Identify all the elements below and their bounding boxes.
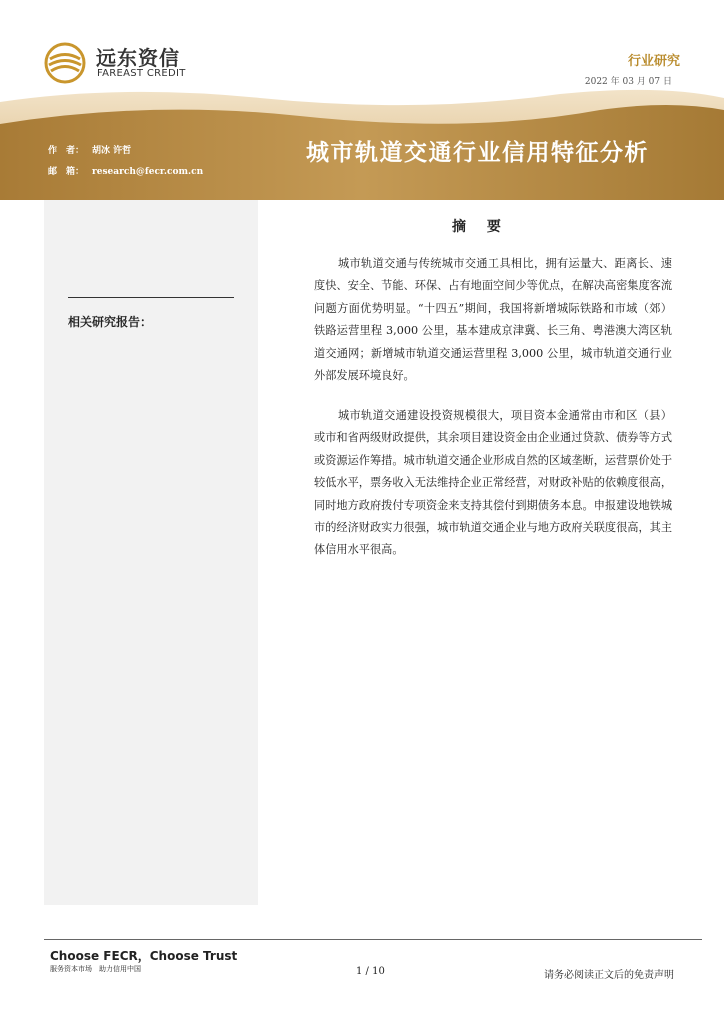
- report-title: 城市轨道交通行业信用特征分析: [306, 139, 649, 166]
- footer-divider: [44, 939, 702, 940]
- footer-sub-slogan: 服务资本市场 助力信用中国: [50, 965, 141, 973]
- logo-chinese-name: 远东资信: [96, 46, 180, 70]
- email-line: [48, 164, 203, 177]
- fareast-logo-icon: [44, 42, 86, 84]
- banner-divider: [258, 224, 260, 268]
- related-reports-label: 相关研究报告：: [68, 315, 153, 329]
- email-address[interactable]: research@fecr.com.cn: [92, 167, 204, 177]
- disclaimer-note: 请务必阅读正文后的免责声明: [544, 970, 674, 981]
- summary-title: 摘 要: [452, 219, 509, 235]
- sidebar-divider: [68, 297, 234, 298]
- author-names: 胡冰 许哲: [92, 146, 132, 156]
- author-label: 作 者：: [48, 146, 85, 156]
- company-logo: [44, 40, 234, 84]
- email-label: 邮 箱：: [48, 167, 85, 177]
- left-sidebar: [44, 200, 258, 905]
- footer-slogan: Choose FECR，Choose Trust: [50, 949, 238, 963]
- page-number: 1 / 10: [356, 966, 385, 977]
- report-category: 行业研究: [627, 54, 680, 69]
- logo-english-name: FAREAST CREDIT: [97, 68, 186, 79]
- report-date: 2022 年 03 月 07 日: [584, 77, 672, 87]
- summary-paragraph: 城市轨道交通建设投资规模很大，项目资本金通常由市和区（县）或市和省两级财政提供，其余项目建设资金由企业通过贷款、债券等方式或资源运作筹措。城市轨道交通企业形成自然的区域垄断，运营票价处于较低水平，票务收入无法维持企业正常经营，对财政补贴的依赖度很高，同时地方政府拨付专项资金来支持其偿付到期债务本息。申报建设地铁城市的经济财政实力很强，城市轨道交通企业与地方政府关联度很高，其主体信用水平很高。: [314, 409, 673, 557]
- summary-paragraph: 城市轨道交通与传统城市交通工具相比，拥有运量大、距离长、速度快、安全、节能、环保、占有地面空间少等优点，在解决高密集度客流问题方面优势明显。“十四五”期间，我国将新增城际铁路和市域（郊）铁路运营里程 3,000 公里，基本建成京津冀、长三角、粤港澳大湾区轨道交通网；新增城市轨道交通运营里程 3,000 公里，城市轨道交通行业外部发展环境良好。: [314, 257, 673, 383]
- author-line: [48, 143, 131, 156]
